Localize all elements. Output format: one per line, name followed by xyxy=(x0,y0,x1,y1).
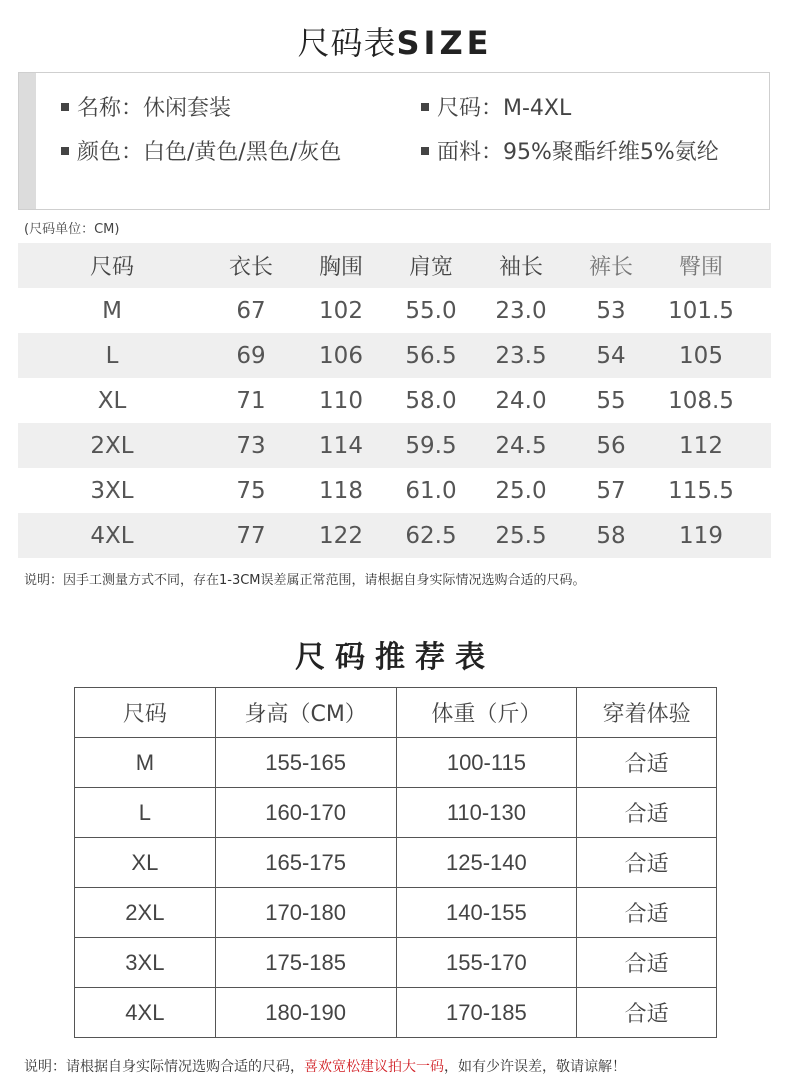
table-row xyxy=(18,513,771,558)
height-cell: 165-175 xyxy=(215,838,396,888)
recommend-title: 尺码推荐表 xyxy=(295,640,495,675)
fit-cell: 合适 xyxy=(577,938,717,988)
size-cell: M xyxy=(75,738,216,788)
value-cell: 23.5 xyxy=(495,342,547,369)
value-cell: 105 xyxy=(679,342,723,369)
size-cell: 2XL xyxy=(75,888,216,938)
value-cell: 24.0 xyxy=(495,387,547,414)
value-cell: 67 xyxy=(236,297,266,324)
height-cell: 175-185 xyxy=(215,938,396,988)
value-cell: 112 xyxy=(679,432,723,459)
value-cell: 101.5 xyxy=(668,297,734,324)
value-cell: 23.0 xyxy=(495,297,547,324)
value-cell: 73 xyxy=(236,432,266,459)
info-fabric-text: 面料：95%聚酯纤维5%氨纶 xyxy=(437,140,719,165)
value-cell: 58.0 xyxy=(405,387,457,414)
value-cell: 77 xyxy=(236,522,266,549)
size-cell: L xyxy=(75,788,216,838)
recommend-note-before: 说明：请根据自身实际情况选购合适的尺码， xyxy=(24,1059,304,1075)
table-row xyxy=(18,468,771,513)
value-cell: 24.5 xyxy=(495,432,547,459)
size-cell: L xyxy=(105,342,119,369)
bullet-icon xyxy=(421,103,429,111)
bullet-icon xyxy=(61,147,69,155)
value-cell: 55 xyxy=(596,387,626,414)
height-cell: 160-170 xyxy=(215,788,396,838)
header-cell: 臀围 xyxy=(678,255,723,280)
header-cell: 胸围 xyxy=(318,255,363,280)
unit-note: (尺码单位：CM) xyxy=(24,222,120,237)
header-cell: 尺码 xyxy=(75,688,216,738)
info-size-text: 尺码：M-4XL xyxy=(437,96,572,121)
value-cell: 119 xyxy=(679,522,723,549)
value-cell: 56.5 xyxy=(405,342,457,369)
value-cell: 114 xyxy=(319,432,363,459)
header-cell: 穿着体验 xyxy=(577,688,717,738)
bullet-icon xyxy=(61,103,69,111)
fit-cell: 合适 xyxy=(577,988,717,1038)
value-cell: 122 xyxy=(319,522,363,549)
value-cell: 25.5 xyxy=(495,522,547,549)
height-cell: 180-190 xyxy=(215,988,396,1038)
weight-cell: 155-170 xyxy=(396,938,577,988)
recommend-note-highlight: 喜欢宽松建议拍大一码 xyxy=(304,1059,444,1075)
page-title-cn: 尺码表 xyxy=(297,24,397,62)
header-cell: 体重（斤） xyxy=(396,688,577,738)
value-cell: 57 xyxy=(596,477,626,504)
recommend-note xyxy=(24,1056,626,1076)
fit-cell: 合适 xyxy=(577,738,717,788)
size-cell: 2XL xyxy=(90,432,134,459)
table-row xyxy=(75,888,717,938)
table-row xyxy=(75,988,717,1038)
bullet-icon xyxy=(421,147,429,155)
value-cell: 61.0 xyxy=(405,477,457,504)
size-table-header xyxy=(18,243,771,288)
table-row xyxy=(18,423,771,468)
weight-cell: 100-115 xyxy=(396,738,577,788)
table-row xyxy=(18,378,771,423)
header-cell: 裤长 xyxy=(588,255,633,280)
header-cell: 衣长 xyxy=(228,255,273,280)
recommend-table-header xyxy=(75,688,717,738)
value-cell: 71 xyxy=(236,387,266,414)
value-cell: 110 xyxy=(319,387,363,414)
value-cell: 53 xyxy=(596,297,626,324)
info-color-text: 颜色：白色/黄色/黑色/灰色 xyxy=(77,140,342,165)
header-cell: 尺码 xyxy=(89,255,134,280)
weight-cell: 110-130 xyxy=(396,788,577,838)
header-cell: 身高（CM） xyxy=(215,688,396,738)
size-cell: M xyxy=(102,297,122,324)
info-color xyxy=(61,135,341,166)
info-fabric xyxy=(421,135,719,166)
size-cell: XL xyxy=(75,838,216,888)
table-row xyxy=(75,788,717,838)
size-cell: 4XL xyxy=(75,988,216,1038)
value-cell: 58 xyxy=(596,522,626,549)
value-cell: 118 xyxy=(319,477,363,504)
table-row xyxy=(18,333,771,378)
table-row xyxy=(18,288,771,333)
page-title-en: SIZE xyxy=(396,24,493,62)
recommend-note-after: ，如有少许误差，敬请谅解！ xyxy=(444,1059,626,1075)
value-cell: 75 xyxy=(236,477,266,504)
value-cell: 55.0 xyxy=(405,297,457,324)
value-cell: 59.5 xyxy=(405,432,457,459)
table-row xyxy=(75,738,717,788)
size-cell: 3XL xyxy=(75,938,216,988)
height-cell: 170-180 xyxy=(215,888,396,938)
value-cell: 69 xyxy=(236,342,266,369)
info-name xyxy=(61,91,231,122)
fit-cell: 合适 xyxy=(577,788,717,838)
value-cell: 102 xyxy=(319,297,363,324)
value-cell: 56 xyxy=(596,432,626,459)
weight-cell: 170-185 xyxy=(396,988,577,1038)
size-cell: XL xyxy=(97,387,127,414)
info-size xyxy=(421,91,571,122)
measurement-note: 说明：因手工测量方式不同，存在1-3CM误差属正常范围，请根据自身实际情况选购合适的尺码。 xyxy=(24,573,586,588)
table-row xyxy=(75,938,717,988)
header-cell: 袖长 xyxy=(498,255,543,280)
header-cell: 肩宽 xyxy=(408,255,453,280)
info-name-text: 名称：休闲套装 xyxy=(77,96,232,121)
value-cell: 115.5 xyxy=(668,477,734,504)
size-cell: 3XL xyxy=(90,477,134,504)
value-cell: 25.0 xyxy=(495,477,547,504)
value-cell: 108.5 xyxy=(668,387,734,414)
fit-cell: 合适 xyxy=(577,838,717,888)
value-cell: 62.5 xyxy=(405,522,457,549)
weight-cell: 140-155 xyxy=(396,888,577,938)
size-table xyxy=(18,243,771,558)
fit-cell: 合适 xyxy=(577,888,717,938)
weight-cell: 125-140 xyxy=(396,838,577,888)
height-cell: 155-165 xyxy=(215,738,396,788)
page-title xyxy=(0,18,790,64)
table-row xyxy=(75,838,717,888)
size-cell: 4XL xyxy=(90,522,134,549)
value-cell: 106 xyxy=(319,342,363,369)
product-info-box xyxy=(18,72,770,210)
recommend-table xyxy=(74,687,717,1038)
value-cell: 54 xyxy=(596,342,626,369)
info-box-stripe xyxy=(19,73,36,209)
